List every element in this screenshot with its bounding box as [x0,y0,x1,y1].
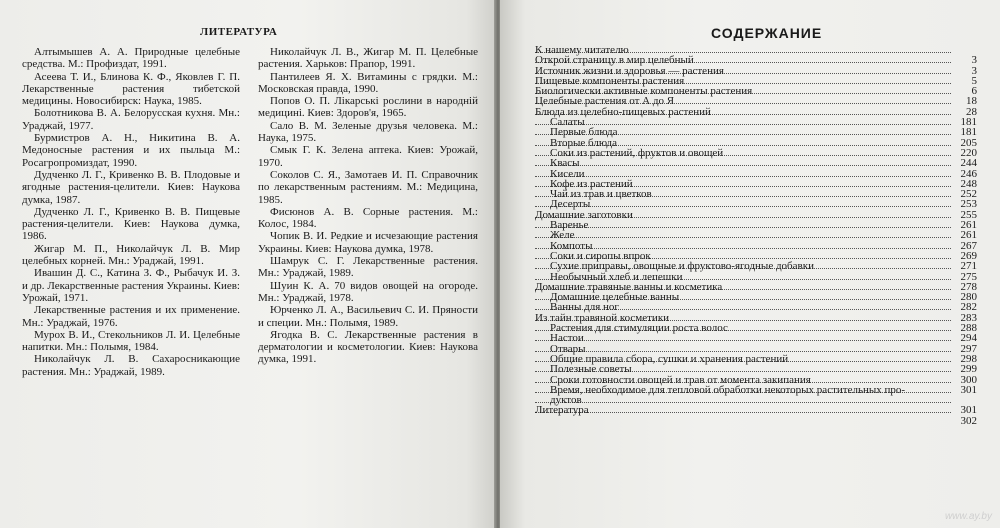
toc-entry-title: Время, необходимое для тепловой обработки некоторых растительных про- [550,383,906,396]
toc-row [535,210,977,220]
toc-entry-title: Из тайн травяной косметики [535,311,670,324]
toc-page-number: 255 [960,208,977,221]
toc-entry-title: Настои [550,332,584,345]
toc-page-number: 181 [960,116,977,129]
toc-entry-title: Общие правила сбора, сушки и хранения растений [550,352,789,365]
toc-page-number: 3 [971,54,977,67]
literature-entry: Шамрук С. Г. Лекарственные растения. Мн.: Ураджай, 1989. [258,255,478,280]
toc-leader-dots [535,124,951,125]
literature-column-1 [22,46,240,378]
literature-entry: Фисюнов А. В. Сорные растения. М.: Колос, 1984. [258,205,478,231]
toc-page-number: 301 [960,383,977,396]
toc-entry-title: Литература [535,404,589,417]
toc-page-number: 5 [971,74,977,87]
literature-entry: Юрченко Л. А., Васильевич С. И. Пряности и специи. Мн.: Полымя, 1989. [258,304,478,329]
toc-entry-title: Салаты [550,116,585,129]
toc-entry-title: Десерты [550,198,591,211]
toc-page-number: 302 [960,414,977,427]
toc-entry-title: Вторые блюда [550,136,617,149]
toc-page-number: 244 [960,157,977,170]
literature-entry: Сало В. М. Зеленые друзья человека. М.: Наука, 1975. [258,119,478,145]
toc-leader-dots [535,412,951,413]
toc-leader-dots [535,351,951,352]
toc-entry-title: Соки и сиропы впрок [550,249,651,262]
toc-entry-title: Кофе из растений [550,177,633,190]
toc-row [535,395,977,405]
toc-page-number: 275 [960,270,977,283]
toc-entry-title: Домашние травяные ванны и косметика [535,280,723,293]
toc-page-number: 220 [960,146,977,159]
toc-leader-dots [535,165,951,166]
toc-page-number: 300 [960,373,977,386]
toc-leader-dots [535,206,951,207]
toc-entry-title: Домашние заготовки [535,208,633,221]
toc-page-number: 181 [960,126,977,139]
toc-page-number: 280 [960,291,977,304]
literature-title: ЛИТЕРАТУРА [200,26,278,38]
toc-page-number: 205 [960,136,977,149]
toc-leader-dots [535,227,951,228]
toc-page-number: 283 [960,311,977,324]
literature-entry: Николайчук Л. В. Сахаросникающие растения. Мн.: Ураджай, 1989. [22,353,240,378]
toc-page-number: 301 [960,404,977,417]
toc-row [535,333,977,343]
toc-page-number: 6 [971,85,977,98]
toc-entry-title: Ванны для ног [550,301,619,314]
toc-page-number: 271 [960,260,977,273]
toc-page-number: 269 [960,249,977,262]
literature-entry: Чопик В. И. Редкие и исчезающие растения Украины. Киев: Наукова думка, 1978. [258,230,478,255]
toc-row [535,220,977,230]
toc-page-number: 267 [960,239,977,252]
toc-entry-title: Первые блюда [550,126,618,139]
literature-entry: Николайчук Л. В., Жигар М. П. Целебные растения. Харьков: Прапор, 1991. [258,46,478,71]
left-page [0,0,496,528]
toc-page-number: 288 [960,322,977,335]
literature-entry: Пантилеев Я. Х. Витамины с грядки. М.: Московская правда, 1990. [258,70,478,95]
literature-entry: Лекарственные растения и их применение. Мн.: Ураджай, 1976. [22,304,240,329]
toc-page-number: 18 [966,95,977,108]
toc-page-number: 297 [960,342,977,355]
toc-entry-title: Кисели [550,167,585,180]
literature-entry: Ивашин Д. С., Катина З. Ф., Рыбачук И. З. и др. Лекарственные растения Украины. Киев: Урожай, 1971. [22,267,240,304]
literature-entry: Дудченко Л. Г., Кривенко В. В. Плодовые и ягодные растения-целители. Киев: Наукова думка, 1987. [22,168,240,206]
toc-entry-title: дуктов [550,394,582,407]
toc-row [535,385,977,395]
toc-entry-title: Желе [550,229,575,242]
literature-entry: Дудченко Л. Г., Кривенко В. В. Пищевые растения-целители. Киев: Наукова думка, 1986. [22,205,240,243]
toc-page-number: 3 [971,64,977,77]
toc-entry-title: Биологически активные компоненты растения [535,85,753,98]
toc-row [535,107,977,117]
toc-leader-dots [535,176,951,177]
toc-page-number: 248 [960,177,977,190]
toc-page-number: 282 [960,301,977,314]
toc-row [535,364,977,374]
toc-leader-dots [535,237,951,238]
toc-leader-dots [535,402,951,403]
toc-entry-title: Растения для стимуляции роста волос [550,322,728,335]
toc-leader-dots [535,248,951,249]
toc-list [535,45,977,426]
toc-page-number: 278 [960,280,977,293]
toc-page-number: 253 [960,198,977,211]
toc-row [535,416,977,426]
toc-page-number: 294 [960,332,977,345]
literature-entry: Алтымышев А. А. Природные целебные средства. М.: Профиздат, 1991. [22,46,240,71]
toc-page-number: 246 [960,167,977,180]
literature-entry: Попов О. П. Лікарські рослини в народній медицині. Киев: Здоров'я, 1965. [258,95,478,120]
toc-leader-dots [535,340,951,341]
toc-entry-title: Отвары [550,342,586,355]
literature-entry: Асеева Т. И., Блинова К. Ф., Яковлев Г. П. Лекарственные растения тибетской медицины. Новосибирск: Наука, 1985. [22,70,240,108]
toc-entry-title: Сроки готовности овощей и трав от момента закипания [550,373,811,386]
toc-entry-title: Чай из трав и цветков [550,188,652,201]
toc-page-number: 299 [960,363,977,376]
toc-entry-title: Пищевые компоненты растения [535,74,685,87]
toc-row [535,158,977,168]
literature-entry: Ягодка В. С. Лекарственные растения в дерматологии и косметологии. Киев: Наукова думка, 1991. [258,328,478,366]
toc-entry-title: Варенье [550,219,589,232]
toc-row [535,189,977,199]
toc-entry-title: Необычный хлеб и лепешки [550,270,683,283]
toc-entry-title: Открой страницу в мир целебный [535,54,694,67]
toc-entry-title: Домашние целебные ванны [550,291,680,304]
toc-entry-title: Квасы [550,157,580,170]
toc-row [535,261,977,271]
toc-entry-title: Источник жизни и здоровья — растения [535,64,724,77]
toc-page-number: 261 [960,229,977,242]
literature-entry: Бурмистров А. Н., Никитина В. А. Медоносные растения и их пыльца М.: Росагропромиздат, 1990. [22,132,240,169]
literature-entry: Жигар М. П., Николайчук Л. В. Мир целебных корней. Мн.: Ураджай, 1991. [22,242,240,268]
literature-entry: Шуин К. А. 70 видов овощей на огороде. Мн.: Ураджай, 1978. [258,279,478,304]
toc-entry-title: Компоты [550,239,593,252]
toc-page-number: 252 [960,188,977,201]
toc-entry-title: Сухие приправы, овощные и фруктово-ягодные добавки [550,260,814,273]
toc-entry-title: Целебные растения от А до Я [535,95,675,108]
toc-row [535,405,977,415]
toc-title: СОДЕРЖАНИЕ [711,25,823,41]
toc-row [535,148,977,158]
literature-entry: Смык Г. К. Зелена аптека. Киев: Урожай, 1970. [258,144,478,169]
toc-row [535,230,977,240]
literature-entry: Болотникова В. А. Белорусская кухня. Мн.: Ураджай, 1977. [22,107,240,132]
toc-page-number: 28 [966,105,977,118]
toc-entry-title: Блюда из целебно-пищевых растений [535,105,711,118]
toc-entry-title: К нашему читателю [535,44,629,56]
literature-entry: Соколов С. Я., Замотаев И. П. Справочник по лекарственным растениям. М.: Медицина, 1985. [258,168,478,206]
toc-row [535,323,977,333]
toc-entry-title: Соки из растений, фруктов и овощей [550,146,724,159]
toc-page-number: 261 [960,219,977,232]
literature-entry: Мурох В. И., Стекольников Л. И. Целебные напитки. Мн.: Полымя, 1984. [22,328,240,354]
literature-column-2 [258,46,478,366]
toc-entry-title: Полезные советы [550,363,632,376]
toc-page-number: 298 [960,352,977,365]
watermark: www.ay.by [944,511,992,522]
